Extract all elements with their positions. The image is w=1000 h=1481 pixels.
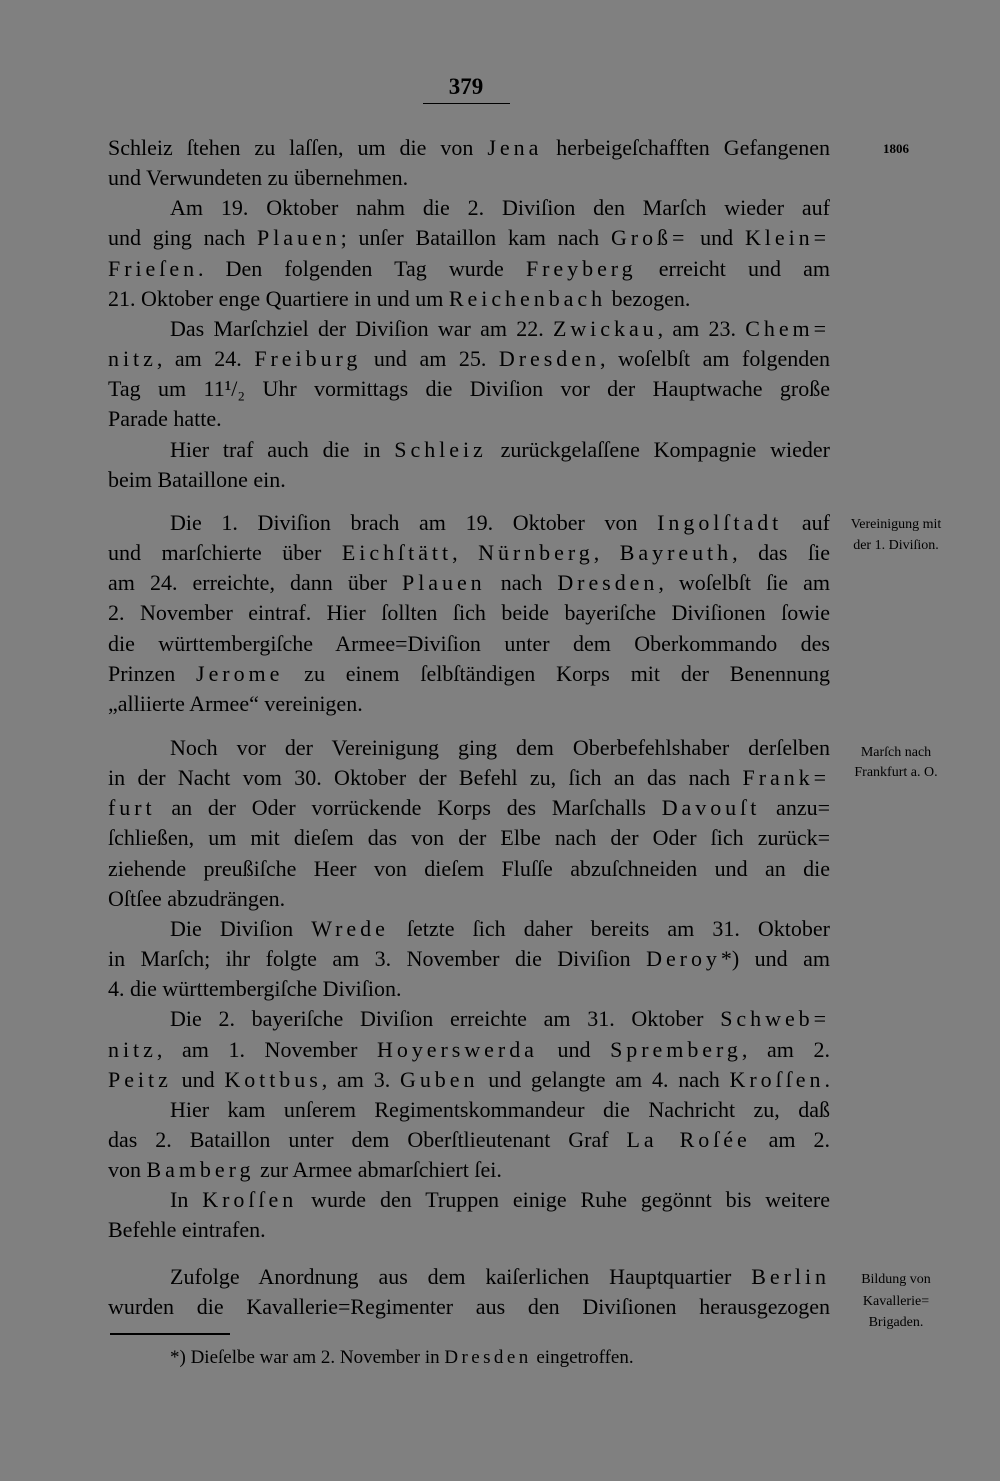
spaced-name: Kroſſen: [202, 1187, 298, 1213]
spaced-name: Freiburg: [254, 346, 362, 372]
spaced-name: Davouſt: [661, 795, 761, 821]
text-line: [108, 944, 830, 974]
text-run: eingetroffen.: [531, 1347, 634, 1368]
spaced-name: nitz: [108, 346, 157, 372]
text-run: von: [108, 1157, 147, 1183]
text-run: in der Nacht vom 30. Oktober der Befehl zu, ſich an das nach: [108, 765, 743, 791]
text-run: Prinzen: [108, 660, 197, 686]
spaced-name: Bayreuth: [619, 540, 733, 566]
text-run: anzu=: [760, 795, 830, 821]
text-run: 21. Oktober enge Quartiere in und um: [108, 285, 449, 311]
margin-note-line: Brigaden.: [868, 1315, 924, 1330]
text-line: [108, 763, 830, 793]
text-line: [108, 374, 830, 404]
spaced-name: Schweb=: [720, 1006, 830, 1032]
text-section: [108, 1262, 830, 1322]
text-run: ,: [452, 540, 479, 566]
text-run: ziehende preußiſche Heer von dieſem Fluſſe abzuſchneiden und an die: [108, 855, 830, 881]
spaced-name: La Roſée: [626, 1127, 751, 1152]
text-run: Das Marſchziel der Diviſion war am 22.: [170, 315, 553, 341]
spaced-name: Freyberg: [525, 255, 637, 281]
text-run: herbeigeſchafften Gefangenen: [542, 135, 830, 160]
paragraph: [108, 133, 830, 193]
text-line: [108, 1262, 830, 1292]
text-run: zurückgelaſſene Kompagnie wieder: [486, 436, 830, 462]
text-run: ſetzte ſich daher bereits am 31. Oktober: [388, 915, 830, 941]
text-run: und marſchierte über: [108, 540, 342, 566]
text-line: [108, 1095, 830, 1125]
text-line: [108, 793, 830, 823]
text-run: ,: [593, 540, 620, 566]
text-run: zur Armee abmarſchiert ſei.: [254, 1157, 502, 1183]
page-number-rule: [423, 103, 510, 104]
text-line: [108, 133, 830, 163]
text-section: [108, 133, 830, 495]
text-run: , woſelbſt am folgenden: [599, 346, 830, 372]
spaced-name: Plauen: [402, 570, 486, 596]
paragraph: [108, 314, 830, 435]
text-line: [108, 1065, 830, 1095]
spaced-name: Kroſſen: [729, 1066, 825, 1092]
text-line: [108, 314, 830, 344]
text-run: , am 1. November: [156, 1036, 378, 1062]
text-run: am 24. erreichte, dann über: [108, 570, 402, 596]
text-run: und am 25.: [361, 346, 499, 372]
text-run: 4. die württembergiſche Diviſion.: [108, 976, 402, 1002]
text-run: zu einem ſelbſtändigen Korps mit der Benennung: [283, 660, 831, 686]
text-run: „alliierte Armee“ vereinigen.: [108, 690, 363, 716]
spaced-name: Plauen: [257, 225, 341, 251]
text-line: [108, 435, 830, 465]
margin-note-line: der 1. Diviſion.: [853, 538, 939, 553]
spaced-name: furt: [108, 795, 156, 821]
text-run: Befehle eintrafen.: [108, 1217, 266, 1243]
paragraph: [108, 508, 830, 719]
margin-note: [835, 1269, 957, 1334]
margin-note-line: Bildung von: [861, 1272, 931, 1287]
margin-note-line: Vereinigung mit: [850, 517, 942, 532]
text-line: [108, 733, 830, 763]
paragraph: [108, 733, 830, 914]
text-run: in Marſch; ihr folgte am 3. November die Diviſion: [108, 946, 647, 972]
text-run: bezogen.: [606, 285, 691, 311]
paragraph: [108, 914, 830, 1004]
text-line: [108, 1125, 830, 1155]
spaced-name: Zwickau: [552, 315, 658, 341]
margin-note: [835, 743, 957, 783]
text-run: , am 2.: [741, 1036, 830, 1062]
text-run: und ging nach: [108, 225, 257, 251]
margin-note-line: 1806: [883, 141, 909, 156]
margin-note-year: [835, 139, 957, 158]
text-line: [108, 823, 830, 853]
text-run: Oſtſee abzudrängen.: [108, 885, 286, 911]
text-line: [108, 254, 830, 284]
spaced-name: Groß=: [610, 225, 689, 251]
text-run: beim Bataillone ein.: [108, 466, 286, 492]
text-line: [108, 404, 830, 434]
text-run: Parade hatte.: [108, 406, 222, 432]
margin-note-line: Kavallerie=: [862, 1293, 930, 1309]
spaced-name: Nürnberg: [478, 540, 594, 566]
text-run: wurde den Truppen einige Ruhe gegönnt bis weitere: [297, 1187, 830, 1213]
spaced-name: Berlin: [751, 1263, 830, 1289]
text-run: an der Oder vorrückende Korps des Marſchalls: [155, 795, 662, 821]
text-run: und: [171, 1066, 225, 1092]
text-run: .: [824, 1066, 830, 1092]
paragraph: [108, 1185, 830, 1245]
spaced-name: Reichenbach: [448, 285, 607, 311]
text-line: [108, 659, 830, 689]
page-number: 379: [448, 74, 484, 99]
text-line: [108, 508, 830, 538]
text-run: ; unſer Bataillon kam nach: [340, 225, 611, 251]
text-run: auf: [782, 509, 830, 535]
spaced-name: Deroy: [646, 946, 721, 972]
spaced-name: Klein=: [744, 225, 830, 251]
text-line: [108, 1215, 830, 1245]
text-run: *) Dieſelbe war am 2. November in: [170, 1347, 445, 1368]
text-run: Schleiz ſtehen zu laſſen, um die von: [108, 135, 488, 160]
text-run: *) und am: [720, 946, 830, 972]
spaced-name: nitz: [108, 1036, 157, 1062]
spaced-name: Hoyerswerda: [377, 1036, 538, 1062]
text-line: [108, 223, 830, 253]
text-run: erreicht und am: [636, 255, 830, 281]
text-run: 2. November eintraf. Hier ſollten ſich beide bayeriſche Diviſionen ſowie: [108, 600, 830, 626]
text-section: [108, 508, 830, 719]
spaced-name: Peitz: [108, 1066, 172, 1092]
text-run: und: [537, 1036, 611, 1062]
paragraph: [108, 1262, 830, 1322]
spaced-name: Dresden: [557, 570, 659, 596]
text-line: [108, 854, 830, 884]
text-line: [108, 1185, 830, 1215]
text-run: ſchließen, um mit dieſem das von der Elbe nach der Oder ſich zurück=: [108, 825, 830, 851]
text-run: Zufolge Anordnung aus dem kaiſerlichen Hauptquartier: [170, 1263, 752, 1289]
text-run: und Verwundeten zu übernehmen.: [108, 165, 409, 191]
spaced-name: Wrede: [311, 915, 389, 941]
text-run: , am 23.: [657, 315, 746, 341]
text-run: In: [170, 1187, 203, 1213]
text-line: [108, 689, 830, 719]
text-line: [108, 1155, 830, 1185]
text-line: [108, 465, 830, 495]
text-line: [108, 974, 830, 1004]
paragraph: [108, 1095, 830, 1185]
text-run: Die Diviſion: [170, 915, 312, 941]
text-run: Noch vor der Vereinigung ging dem Oberbefehlshaber derſelben: [170, 734, 830, 760]
spaced-name: Ingolſtadt: [657, 509, 783, 535]
text-run: , am 3.: [321, 1066, 400, 1092]
spaced-name: Frank=: [742, 765, 830, 791]
spaced-name: Jena: [487, 135, 543, 160]
text-run: , das ſie: [732, 540, 830, 566]
margin-note-line: Frankfurt a. O.: [854, 765, 938, 780]
spaced-name: Dresden: [444, 1347, 532, 1368]
margin-note: [835, 514, 957, 556]
text-line: [108, 598, 830, 628]
text-run: . Den folgenden Tag wurde: [198, 255, 526, 281]
text-line: [108, 568, 830, 598]
text-line: [108, 538, 830, 568]
paragraph: [108, 193, 830, 314]
spaced-name: Schleiz: [394, 436, 487, 462]
spaced-name: Bamberg: [146, 1157, 255, 1183]
spaced-name: Eichſtätt: [341, 540, 453, 566]
text-run: Am 19. Oktober nahm die 2. Diviſion den Marſch wieder auf: [170, 195, 830, 221]
text-line: [108, 284, 830, 314]
footnote-rule: [110, 1333, 230, 1335]
text-run: Hier traf auch die in: [170, 436, 395, 462]
text-line: [108, 344, 830, 374]
text-run: Tag um 11¹/₂ Uhr vormittags die Diviſion vor der Hauptwache große: [108, 376, 830, 402]
text-line: [108, 629, 830, 659]
text-run: die württembergiſche Armee=Diviſion unter dem Oberkommando des: [108, 630, 830, 656]
footnote: [170, 1345, 870, 1371]
main-text: [108, 133, 830, 1322]
text-run: , am 24.: [156, 346, 255, 372]
text-line: [108, 1004, 830, 1034]
text-run: und gelangte am 4. nach: [478, 1066, 730, 1092]
text-line: [108, 1035, 830, 1065]
text-line: [108, 193, 830, 223]
spaced-name: Frieſen: [108, 255, 199, 281]
text-run: und: [688, 225, 745, 251]
text-line: [108, 163, 830, 193]
spaced-name: Kottbus: [224, 1066, 322, 1092]
spaced-name: Chem=: [745, 315, 830, 341]
spaced-name: Spremberg: [610, 1036, 742, 1062]
text-line: [108, 914, 830, 944]
text-run: Hier kam unſerem Regimentskommandeur die Nachricht zu, daß: [170, 1096, 830, 1122]
text-run: wurden die Kavallerie=Regimenter aus den Diviſionen herausgezogen: [108, 1293, 830, 1319]
text-run: am 2.: [750, 1127, 830, 1152]
text-run: Die 2. bayeriſche Diviſion erreichte am 31. Oktober: [170, 1006, 721, 1032]
text-line: [108, 884, 830, 914]
text-section: [108, 733, 830, 1246]
spaced-name: Jerome: [196, 660, 284, 686]
paragraph: [108, 435, 830, 495]
margin-note-line: Marſch nach: [860, 745, 932, 760]
text-run: , woſelbſt ſie am: [658, 570, 831, 596]
text-run: nach: [485, 570, 558, 596]
paragraph: [108, 1004, 830, 1094]
text-run: das 2. Bataillon unter dem Oberſtlieutenant Graf: [108, 1127, 627, 1152]
text-line: [108, 1292, 830, 1322]
spaced-name: Dresden: [498, 346, 600, 372]
text-run: Die 1. Diviſion brach am 19. Oktober von: [170, 509, 658, 535]
spaced-name: Guben: [399, 1066, 479, 1092]
